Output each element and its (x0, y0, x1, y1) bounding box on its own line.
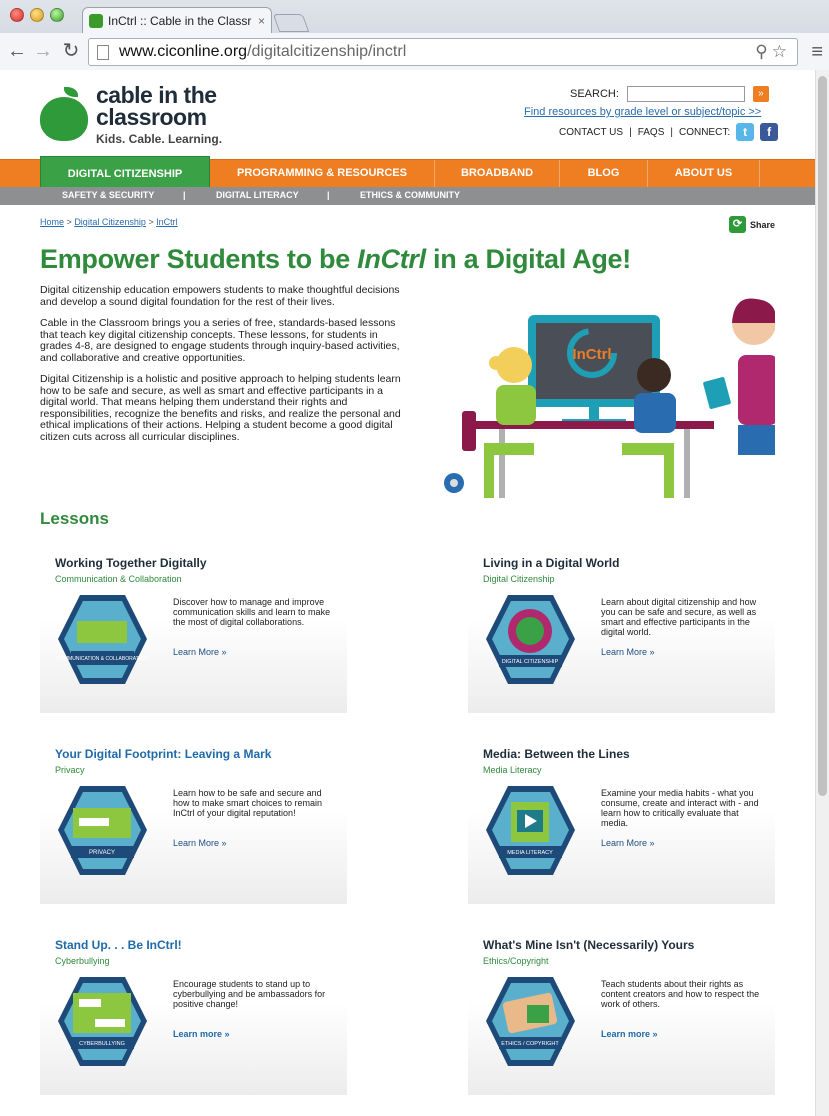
lesson-card (468, 543, 775, 713)
nav-programming-resources[interactable]: PROGRAMMING & RESOURCES (210, 160, 435, 188)
svg-text:CYBERBULLYING: CYBERBULLYING (79, 1041, 125, 1047)
illustration-logo-text: InCtrl (572, 346, 612, 363)
lesson-card (468, 925, 775, 1095)
lesson-card (468, 734, 775, 904)
svg-text:COMMUNICATION & COLLABORATION: COMMUNICATION & COLLABORATION (56, 656, 148, 662)
share-icon: ⟳ (729, 216, 746, 233)
separator: | (327, 190, 330, 200)
page-title: Empower Students to be InCtrl in a Digital Age! (40, 244, 631, 274)
zoom-window-button[interactable] (50, 8, 64, 22)
back-arrow-icon[interactable]: ← (7, 40, 27, 62)
breadcrumb-section[interactable]: Digital Citizenship (74, 217, 146, 227)
facebook-icon[interactable]: f (760, 123, 778, 141)
lesson-description: Encourage students to stand up to cyberbullying and be ambassadors for positive change! (173, 979, 326, 1009)
forward-arrow-icon[interactable]: → (33, 40, 53, 62)
site-search (570, 86, 769, 102)
svg-text:DIGITAL CITIZENSHIP: DIGITAL CITIZENSHIP (501, 659, 559, 665)
browser-toolbar (0, 33, 829, 70)
find-resources-link[interactable]: Find resources by grade level or subject/topic >> (524, 106, 762, 118)
learn-more-link[interactable]: Learn More » (173, 647, 227, 657)
contact-us-link[interactable]: CONTACT US (559, 126, 624, 138)
favicon-icon (89, 14, 103, 28)
main-nav (0, 159, 815, 187)
communication-badge-icon[interactable] (55, 593, 150, 686)
lesson-card (40, 543, 347, 713)
nav-digital-citizenship[interactable]: DIGITAL CITIZENSHIP (40, 156, 210, 188)
search-go-icon[interactable]: » (753, 86, 769, 102)
nav-about-us[interactable]: ABOUT US (648, 160, 760, 188)
menu-icon[interactable]: ≡ (811, 41, 823, 63)
learn-more-link[interactable]: Learn more » (601, 1029, 658, 1039)
separator: | (629, 126, 632, 138)
nav-blog[interactable]: BLOG (560, 160, 648, 188)
address-bar[interactable] (88, 38, 798, 66)
hero-illustration (444, 293, 775, 498)
url-host: www.ciconline.org (119, 43, 248, 60)
lesson-description: Learn about digital citizenship and how you can be safe and secure, as well as smart and effective participants in the digital world. (601, 597, 757, 637)
separator: | (183, 190, 186, 200)
learn-more-link[interactable]: Learn more » (173, 1029, 230, 1039)
privacy-badge-icon[interactable] (55, 784, 150, 877)
breadcrumb-sep: > (66, 217, 72, 227)
lesson-description: Examine your media habits - what you consume, create and interact with - and learn how to critically evaluate that media. (601, 788, 759, 828)
intro-paragraph: Digital citizenship education empowers students to make thoughtful decisions and develop a sound digital foundation for the rest of their lives. (40, 284, 400, 308)
lesson-description: Teach students about their rights as content creators and how to respect the work of others. (601, 979, 760, 1009)
svg-text:PRIVACY: PRIVACY (89, 850, 115, 856)
url-path: /digitalcitizenship/inctrl (247, 43, 407, 60)
breadcrumb-current[interactable]: InCtrl (156, 217, 178, 227)
scrollbar[interactable] (815, 70, 829, 1116)
lesson-subtitle: Digital Citizenship (483, 574, 555, 584)
breadcrumb-home[interactable]: Home (40, 217, 65, 227)
logo-line2: classroom (96, 104, 207, 130)
lesson-description: Discover how to manage and improve communication skills and learn to make the most of digital collaborations. (173, 597, 331, 627)
logo-line1: cable in the (96, 82, 217, 108)
lessons-heading: Lessons (40, 509, 109, 528)
search-label: SEARCH: (570, 88, 619, 100)
lesson-card (40, 734, 347, 904)
media-literacy-badge-icon[interactable] (483, 784, 578, 877)
site-logo[interactable] (40, 84, 222, 146)
window-controls (10, 8, 64, 22)
share-button[interactable] (729, 216, 775, 233)
subnav-digital-literacy[interactable]: DIGITAL LITERACY (216, 190, 299, 200)
logo-tagline: Kids. Cable. Learning. (96, 132, 223, 146)
lesson-subtitle: Communication & Collaboration (55, 574, 182, 584)
intro-paragraph: Digital Citizenship is a holistic and positive approach to helping students learn how to be safe and secure, as well as smart and effective participants in a digital world. That means helping them understand their rights and responsibilities, recognize the benefits and risks, and realize the personal and ethical implications of their actions. Helping a student become a good digital citizen cuts across all curricular disciplines. (40, 373, 401, 443)
connect-label: CONNECT: (678, 126, 731, 138)
lesson-subtitle: Cyberbullying (55, 956, 110, 966)
twitter-icon[interactable]: t (736, 123, 754, 141)
share-label: Share (750, 219, 776, 230)
lesson-title[interactable]: What's Mine Isn't (Necessarily) Yours (483, 938, 695, 952)
tab-close-icon[interactable]: × (257, 13, 265, 28)
faqs-link[interactable]: FAQS (637, 126, 665, 138)
scrollbar-thumb[interactable] (818, 76, 827, 796)
cyberbullying-badge-icon[interactable] (55, 975, 150, 1068)
reload-icon[interactable]: ↻ (62, 40, 80, 62)
learn-more-link[interactable]: Learn More » (601, 838, 655, 848)
utility-links (559, 123, 778, 141)
breadcrumb (40, 217, 178, 227)
new-tab-button[interactable] (273, 14, 310, 32)
intro-text (40, 285, 405, 453)
intro-paragraph: Cable in the Classroom brings you a series of free, standards-based lessons that teach key digital citizenship concepts. These lessons, for students in grades 4-8, are designed to engage students through inquiry-based activities, and collaborative and creative opportunities. (40, 317, 400, 364)
svg-text:ETHICS / COPYRIGHT: ETHICS / COPYRIGHT (501, 1041, 559, 1047)
sub-nav (0, 187, 815, 205)
web-page (0, 71, 815, 1116)
close-window-button[interactable] (10, 8, 24, 22)
lesson-title[interactable]: Your Digital Footprint: Leaving a Mark (55, 747, 272, 761)
lesson-description: Learn how to be safe and secure and how to make smart choices to remain InCtrl of your digital reputation! (173, 788, 323, 818)
page-icon (97, 45, 109, 60)
ethics-copyright-badge-icon[interactable] (483, 975, 578, 1068)
lesson-card (40, 925, 347, 1095)
learn-more-link[interactable]: Learn More » (601, 647, 655, 657)
lesson-subtitle: Privacy (55, 765, 85, 775)
search-input[interactable] (627, 86, 745, 102)
lesson-subtitle: Media Literacy (483, 765, 542, 775)
zoom-star-icon[interactable]: ⚲☆ (755, 42, 791, 61)
learn-more-link[interactable]: Learn More » (173, 838, 227, 848)
tab-title: InCtrl :: Cable in the Classr (108, 13, 252, 28)
digital-citizenship-badge-icon[interactable] (483, 593, 578, 686)
minimize-window-button[interactable] (30, 8, 44, 22)
lesson-subtitle: Ethics/Copyright (483, 956, 549, 966)
browser-chrome (0, 0, 829, 70)
lesson-title[interactable]: Working Together Digitally (55, 556, 207, 570)
lesson-title[interactable]: Living in a Digital World (483, 556, 620, 570)
apple-logo-icon (40, 87, 88, 143)
browser-tab[interactable] (82, 7, 272, 33)
lesson-title[interactable]: Media: Between the Lines (483, 747, 630, 761)
nav-broadband[interactable]: BROADBAND (435, 160, 560, 188)
subnav-safety-security[interactable]: SAFETY & SECURITY (62, 190, 155, 200)
separator: | (670, 126, 673, 138)
subnav-ethics-community[interactable]: ETHICS & COMMUNITY (360, 190, 460, 200)
svg-text:MEDIA LITERACY: MEDIA LITERACY (507, 850, 553, 856)
breadcrumb-sep: > (148, 217, 154, 227)
lesson-title[interactable]: Stand Up. . . Be InCtrl! (55, 938, 182, 952)
